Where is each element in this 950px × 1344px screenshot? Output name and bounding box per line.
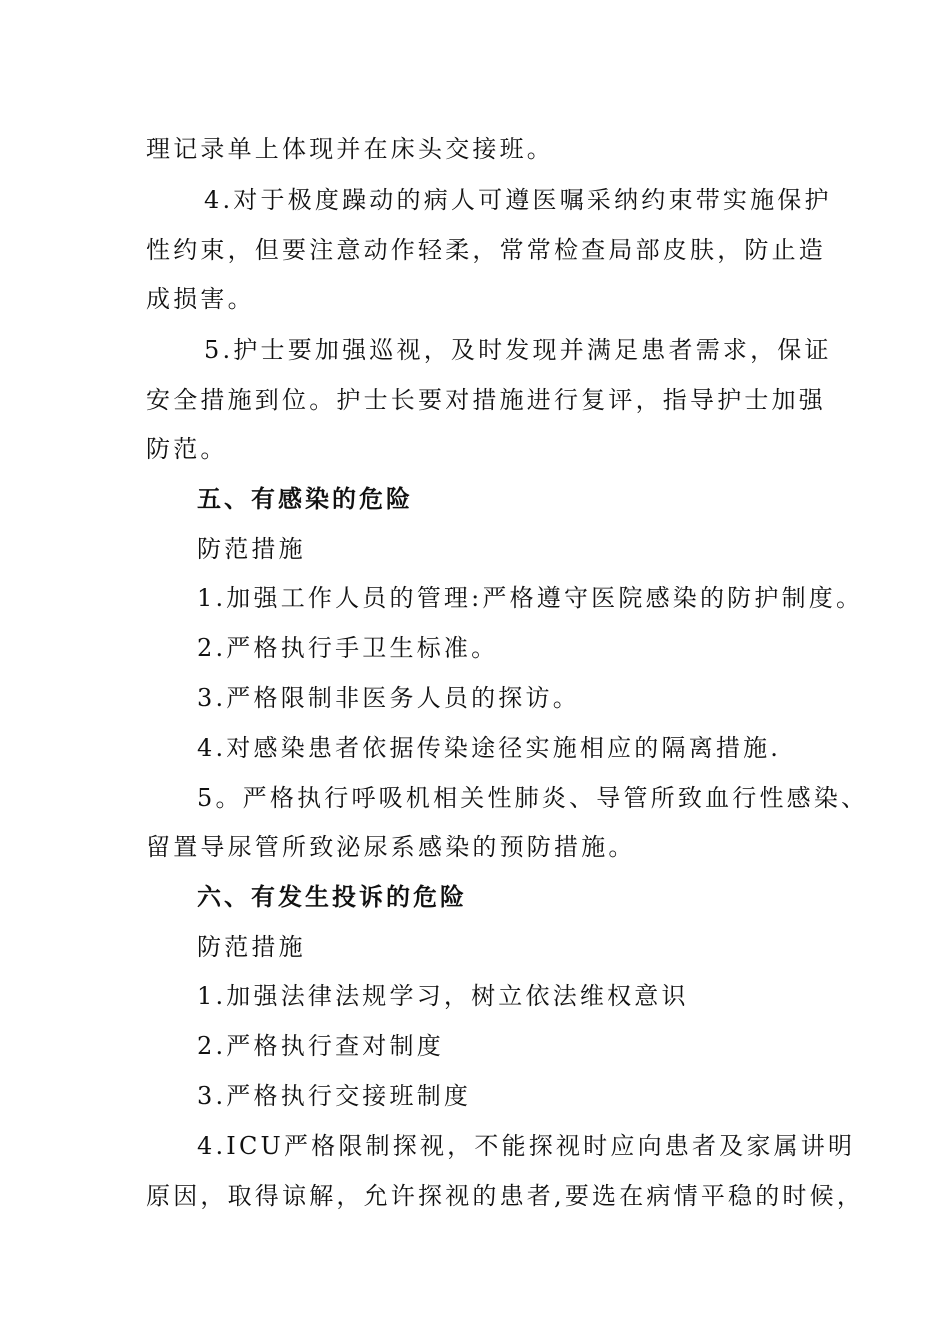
paragraph-line: 防范。 — [146, 435, 228, 463]
list-item-line: 5。严格执行呼吸机相关性肺炎、导管所致血行性感染、 — [197, 784, 869, 812]
list-item-line: 4.对感染患者依据传染途径实施相应的隔离措施. — [197, 734, 782, 762]
list-item-line: 3.严格限制非医务人员的探访。 — [197, 684, 580, 712]
paragraph-line: 性约束，但要注意动作轻柔，常常检查局部皮肤，防止造 — [146, 236, 826, 264]
paragraph-line: 原因，取得谅解，允许探视的患者,要选在病情平稳的时候， — [146, 1182, 865, 1210]
list-item-line: 2.严格执行查对制度 — [197, 1032, 444, 1060]
list-item-line: 4.对于极度躁动的病人可遵医嘱采纳约束带实施保护 — [204, 186, 832, 214]
section-heading: 六、有发生投诉的危险 — [197, 883, 467, 911]
list-item-line: 1.加强工作人员的管理:严格遵守医院感染的防护制度。 — [197, 584, 864, 612]
list-item-line: 1.加强法律法规学习，树立依法维权意识 — [197, 982, 689, 1010]
list-item-line: 2.严格执行手卫生标准。 — [197, 634, 499, 662]
section-heading: 五、有感染的危险 — [197, 485, 413, 513]
subheading: 防范措施 — [197, 933, 306, 961]
paragraph-line: 安全措施到位。护士长要对措施进行复评，指导护士加强 — [146, 386, 826, 414]
subheading: 防范措施 — [197, 535, 306, 563]
paragraph-line: 成损害。 — [146, 285, 255, 313]
paragraph-line: 留置导尿管所致泌尿系感染的预防措施。 — [146, 833, 636, 861]
list-item-line: 4.ICU严格限制探视，不能探视时应向患者及家属讲明 — [197, 1132, 856, 1160]
paragraph-line: 理记录单上体现并在床头交接班。 — [146, 135, 554, 163]
list-item-line: 5.护士要加强巡视，及时发现并满足患者需求，保证 — [204, 336, 832, 364]
list-item-line: 3.严格执行交接班制度 — [197, 1082, 472, 1110]
